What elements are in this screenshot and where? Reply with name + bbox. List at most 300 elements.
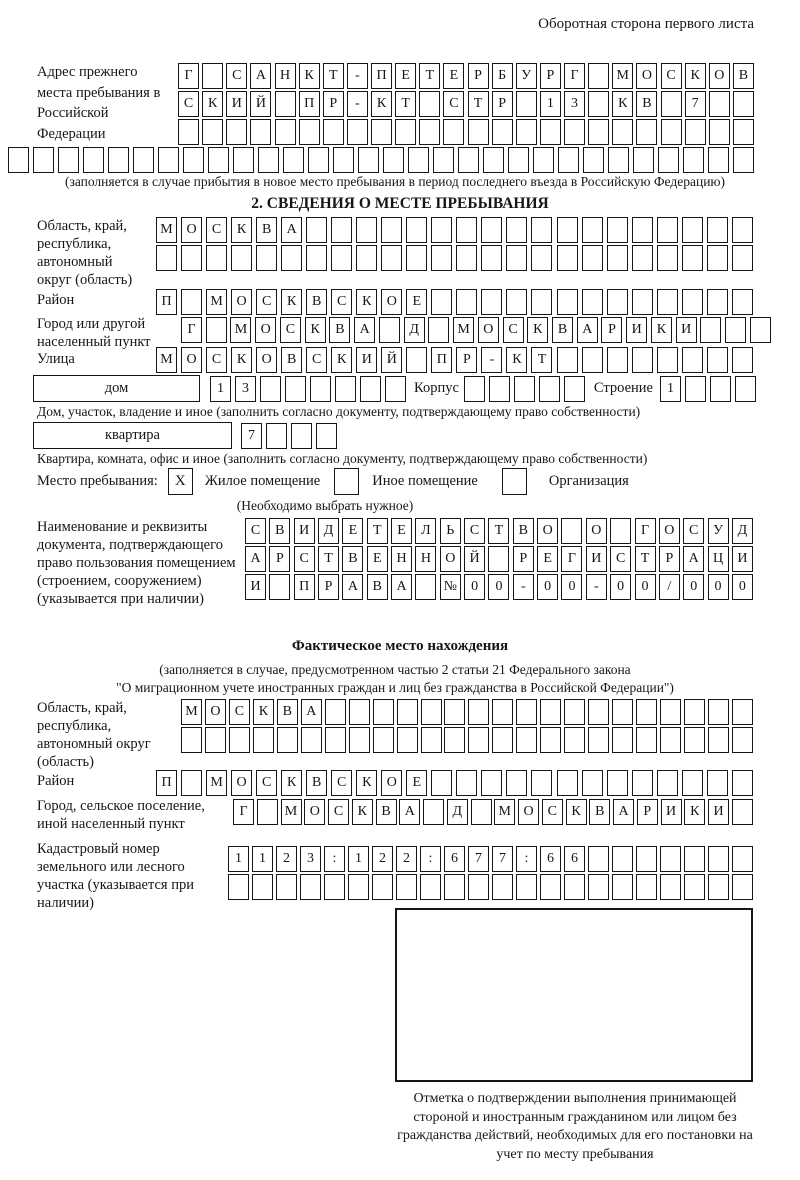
- char-box[interactable]: [588, 727, 609, 753]
- char-box[interactable]: [733, 147, 754, 173]
- char-box[interactable]: [682, 347, 703, 373]
- s2-ulitsa-row[interactable]: [156, 347, 753, 373]
- char-box[interactable]: [732, 874, 753, 900]
- char-box[interactable]: Г: [181, 317, 202, 343]
- char-box[interactable]: Д: [732, 518, 753, 544]
- char-box[interactable]: Е: [406, 289, 427, 315]
- char-box[interactable]: С: [683, 518, 704, 544]
- char-box[interactable]: А: [250, 63, 271, 89]
- char-box[interactable]: В: [376, 799, 397, 825]
- char-box[interactable]: [419, 119, 440, 145]
- char-box[interactable]: [750, 317, 771, 343]
- char-box[interactable]: [349, 727, 370, 753]
- char-box[interactable]: К: [231, 217, 252, 243]
- char-box[interactable]: С: [294, 546, 315, 572]
- char-box[interactable]: [582, 245, 603, 271]
- char-box[interactable]: [381, 217, 402, 243]
- char-box[interactable]: 7: [492, 846, 513, 872]
- char-box[interactable]: 1: [540, 91, 561, 117]
- char-box[interactable]: [181, 770, 202, 796]
- char-box[interactable]: И: [294, 518, 315, 544]
- char-box[interactable]: [481, 217, 502, 243]
- char-box[interactable]: В: [269, 518, 290, 544]
- char-box[interactable]: [725, 317, 746, 343]
- char-box[interactable]: [383, 147, 404, 173]
- char-box[interactable]: 0: [464, 574, 485, 600]
- prev-address-row-1[interactable]: [178, 63, 754, 89]
- char-box[interactable]: [406, 347, 427, 373]
- char-box[interactable]: Р: [540, 63, 561, 89]
- char-box[interactable]: О: [181, 347, 202, 373]
- char-box[interactable]: К: [684, 799, 705, 825]
- char-box[interactable]: [206, 245, 227, 271]
- char-box[interactable]: К: [299, 63, 320, 89]
- char-box[interactable]: Й: [464, 546, 485, 572]
- char-box[interactable]: [588, 91, 609, 117]
- char-box[interactable]: [325, 699, 346, 725]
- char-box[interactable]: [275, 91, 296, 117]
- char-box[interactable]: О: [304, 799, 325, 825]
- char-box[interactable]: [607, 770, 628, 796]
- char-box[interactable]: Д: [447, 799, 468, 825]
- char-box[interactable]: Т: [531, 347, 552, 373]
- char-box[interactable]: Й: [381, 347, 402, 373]
- char-box[interactable]: Е: [391, 518, 412, 544]
- char-box[interactable]: 0: [610, 574, 631, 600]
- char-box[interactable]: [557, 347, 578, 373]
- char-box[interactable]: [406, 217, 427, 243]
- char-box[interactable]: [540, 119, 561, 145]
- char-box[interactable]: О: [537, 518, 558, 544]
- char-box[interactable]: С: [503, 317, 524, 343]
- char-box[interactable]: [660, 727, 681, 753]
- char-box[interactable]: О: [256, 347, 277, 373]
- char-box[interactable]: Р: [323, 91, 344, 117]
- char-box[interactable]: 0: [635, 574, 656, 600]
- char-box[interactable]: Д: [318, 518, 339, 544]
- char-box[interactable]: [657, 347, 678, 373]
- char-box[interactable]: 2: [372, 846, 393, 872]
- char-box[interactable]: [732, 727, 753, 753]
- char-box[interactable]: Д: [404, 317, 425, 343]
- char-box[interactable]: [308, 147, 329, 173]
- char-box[interactable]: О: [381, 770, 402, 796]
- char-box[interactable]: [732, 770, 753, 796]
- char-box[interactable]: В: [589, 799, 610, 825]
- prev-address-row-2[interactable]: [178, 91, 754, 117]
- char-box[interactable]: [685, 119, 706, 145]
- char-box[interactable]: 6: [540, 846, 561, 872]
- char-box[interactable]: [682, 770, 703, 796]
- char-box[interactable]: Ц: [708, 546, 729, 572]
- char-box[interactable]: -: [481, 347, 502, 373]
- char-box[interactable]: [178, 119, 199, 145]
- char-box[interactable]: [423, 799, 444, 825]
- stroenie-row[interactable]: [660, 376, 756, 402]
- char-box[interactable]: [231, 245, 252, 271]
- char-box[interactable]: О: [231, 289, 252, 315]
- char-box[interactable]: [531, 217, 552, 243]
- char-box[interactable]: [612, 874, 633, 900]
- char-box[interactable]: [83, 147, 104, 173]
- char-box[interactable]: [158, 147, 179, 173]
- char-box[interactable]: [277, 727, 298, 753]
- char-box[interactable]: [464, 376, 485, 402]
- char-box[interactable]: [356, 217, 377, 243]
- char-box[interactable]: Т: [318, 546, 339, 572]
- char-box[interactable]: И: [732, 546, 753, 572]
- char-box[interactable]: [373, 699, 394, 725]
- char-box[interactable]: [331, 245, 352, 271]
- char-box[interactable]: И: [708, 799, 729, 825]
- char-box[interactable]: [506, 245, 527, 271]
- char-box[interactable]: [516, 727, 537, 753]
- char-box[interactable]: [506, 217, 527, 243]
- char-box[interactable]: [632, 347, 653, 373]
- char-box[interactable]: /: [659, 574, 680, 600]
- char-box[interactable]: -: [347, 91, 368, 117]
- char-box[interactable]: [516, 874, 537, 900]
- s2-gorod-row[interactable]: [181, 317, 771, 343]
- char-box[interactable]: [557, 245, 578, 271]
- char-box[interactable]: [608, 147, 629, 173]
- char-box[interactable]: О: [586, 518, 607, 544]
- char-box[interactable]: [709, 119, 730, 145]
- char-box[interactable]: [456, 217, 477, 243]
- char-box[interactable]: [561, 518, 582, 544]
- char-box[interactable]: О: [709, 63, 730, 89]
- char-box[interactable]: [406, 245, 427, 271]
- char-box[interactable]: [33, 147, 54, 173]
- char-box[interactable]: [415, 574, 436, 600]
- char-box[interactable]: [356, 245, 377, 271]
- char-box[interactable]: [540, 874, 561, 900]
- char-box[interactable]: [684, 699, 705, 725]
- char-box[interactable]: С: [661, 63, 682, 89]
- char-box[interactable]: И: [226, 91, 247, 117]
- char-box[interactable]: [256, 245, 277, 271]
- char-box[interactable]: [468, 699, 489, 725]
- char-box[interactable]: [531, 289, 552, 315]
- char-box[interactable]: [310, 376, 331, 402]
- char-box[interactable]: В: [342, 546, 363, 572]
- char-box[interactable]: [379, 317, 400, 343]
- char-box[interactable]: 0: [488, 574, 509, 600]
- char-box[interactable]: [657, 217, 678, 243]
- char-box[interactable]: [360, 376, 381, 402]
- s2-raion-row[interactable]: [156, 289, 753, 315]
- char-box[interactable]: [481, 770, 502, 796]
- char-box[interactable]: Р: [637, 799, 658, 825]
- char-box[interactable]: [488, 546, 509, 572]
- char-box[interactable]: В: [636, 91, 657, 117]
- char-box[interactable]: 2: [276, 846, 297, 872]
- char-box[interactable]: [323, 119, 344, 145]
- char-box[interactable]: [300, 874, 321, 900]
- char-box[interactable]: [588, 119, 609, 145]
- char-box[interactable]: [347, 119, 368, 145]
- char-box[interactable]: [710, 376, 731, 402]
- char-box[interactable]: [636, 727, 657, 753]
- char-box[interactable]: Т: [367, 518, 388, 544]
- char-box[interactable]: А: [683, 546, 704, 572]
- char-box[interactable]: Л: [415, 518, 436, 544]
- char-box[interactable]: -: [586, 574, 607, 600]
- char-box[interactable]: [468, 874, 489, 900]
- char-box[interactable]: 1: [252, 846, 273, 872]
- char-box[interactable]: О: [381, 289, 402, 315]
- char-box[interactable]: [636, 846, 657, 872]
- char-box[interactable]: [506, 289, 527, 315]
- char-box[interactable]: 0: [561, 574, 582, 600]
- char-box[interactable]: Ь: [440, 518, 461, 544]
- char-box[interactable]: [735, 376, 756, 402]
- residence-checkbox-org[interactable]: [502, 468, 527, 495]
- char-box[interactable]: [281, 245, 302, 271]
- char-box[interactable]: [431, 289, 452, 315]
- char-box[interactable]: [733, 119, 754, 145]
- char-box[interactable]: [582, 347, 603, 373]
- char-box[interactable]: [395, 119, 416, 145]
- char-box[interactable]: Т: [419, 63, 440, 89]
- char-box[interactable]: [540, 699, 561, 725]
- char-box[interactable]: О: [205, 699, 226, 725]
- char-box[interactable]: [202, 119, 223, 145]
- char-box[interactable]: [481, 289, 502, 315]
- char-box[interactable]: [682, 245, 703, 271]
- char-box[interactable]: В: [277, 699, 298, 725]
- char-box[interactable]: Н: [275, 63, 296, 89]
- char-box[interactable]: Т: [323, 63, 344, 89]
- char-box[interactable]: [709, 91, 730, 117]
- char-box[interactable]: [397, 727, 418, 753]
- char-box[interactable]: О: [636, 63, 657, 89]
- prev-address-row-3[interactable]: [178, 119, 754, 145]
- char-box[interactable]: [133, 147, 154, 173]
- char-box[interactable]: [533, 147, 554, 173]
- char-box[interactable]: Н: [415, 546, 436, 572]
- doc-row-2[interactable]: [245, 546, 753, 572]
- char-box[interactable]: [732, 799, 753, 825]
- char-box[interactable]: И: [676, 317, 697, 343]
- char-box[interactable]: [557, 289, 578, 315]
- char-box[interactable]: [458, 147, 479, 173]
- char-box[interactable]: [58, 147, 79, 173]
- char-box[interactable]: В: [513, 518, 534, 544]
- char-box[interactable]: Й: [250, 91, 271, 117]
- char-box[interactable]: [708, 147, 729, 173]
- char-box[interactable]: [564, 699, 585, 725]
- char-box[interactable]: Т: [395, 91, 416, 117]
- char-box[interactable]: [588, 699, 609, 725]
- char-box[interactable]: Е: [367, 546, 388, 572]
- char-box[interactable]: Б: [492, 63, 513, 89]
- char-box[interactable]: К: [612, 91, 633, 117]
- char-box[interactable]: М: [230, 317, 251, 343]
- char-box[interactable]: [708, 699, 729, 725]
- residence-checkbox-zhiloe[interactable]: X: [168, 468, 193, 495]
- char-box[interactable]: [444, 874, 465, 900]
- char-box[interactable]: [299, 119, 320, 145]
- char-box[interactable]: [444, 699, 465, 725]
- char-box[interactable]: [612, 699, 633, 725]
- char-box[interactable]: [456, 289, 477, 315]
- char-box[interactable]: [582, 217, 603, 243]
- char-box[interactable]: [636, 119, 657, 145]
- char-box[interactable]: [732, 347, 753, 373]
- char-box[interactable]: 2: [396, 846, 417, 872]
- char-box[interactable]: Е: [443, 63, 464, 89]
- char-box[interactable]: С: [542, 799, 563, 825]
- char-box[interactable]: [607, 347, 628, 373]
- char-box[interactable]: [682, 217, 703, 243]
- char-box[interactable]: [564, 874, 585, 900]
- char-box[interactable]: С: [178, 91, 199, 117]
- char-box[interactable]: [371, 119, 392, 145]
- char-box[interactable]: [732, 699, 753, 725]
- char-box[interactable]: [257, 799, 278, 825]
- char-box[interactable]: [471, 799, 492, 825]
- char-box[interactable]: О: [255, 317, 276, 343]
- residence-checkbox-inoe[interactable]: [334, 468, 359, 495]
- char-box[interactable]: [285, 376, 306, 402]
- char-box[interactable]: В: [733, 63, 754, 89]
- char-box[interactable]: М: [281, 799, 302, 825]
- char-box[interactable]: Е: [537, 546, 558, 572]
- char-box[interactable]: В: [256, 217, 277, 243]
- fact-raion-row[interactable]: [156, 770, 753, 796]
- char-box[interactable]: А: [391, 574, 412, 600]
- char-box[interactable]: [539, 376, 560, 402]
- char-box[interactable]: 0: [708, 574, 729, 600]
- char-box[interactable]: А: [399, 799, 420, 825]
- char-box[interactable]: [632, 770, 653, 796]
- char-box[interactable]: [456, 245, 477, 271]
- char-box[interactable]: [707, 245, 728, 271]
- char-box[interactable]: [660, 846, 681, 872]
- char-box[interactable]: 6: [444, 846, 465, 872]
- char-box[interactable]: Г: [233, 799, 254, 825]
- char-box[interactable]: [558, 147, 579, 173]
- char-box[interactable]: [564, 119, 585, 145]
- char-box[interactable]: [419, 91, 440, 117]
- char-box[interactable]: С: [206, 347, 227, 373]
- char-box[interactable]: [612, 727, 633, 753]
- char-box[interactable]: [181, 289, 202, 315]
- char-box[interactable]: [253, 727, 274, 753]
- char-box[interactable]: С: [328, 799, 349, 825]
- char-box[interactable]: [657, 289, 678, 315]
- char-box[interactable]: М: [181, 699, 202, 725]
- char-box[interactable]: [492, 727, 513, 753]
- char-box[interactable]: К: [506, 347, 527, 373]
- char-box[interactable]: 3: [300, 846, 321, 872]
- char-box[interactable]: [658, 147, 679, 173]
- char-box[interactable]: П: [371, 63, 392, 89]
- char-box[interactable]: К: [305, 317, 326, 343]
- char-box[interactable]: И: [661, 799, 682, 825]
- char-box[interactable]: [229, 727, 250, 753]
- char-box[interactable]: М: [156, 217, 177, 243]
- char-box[interactable]: [660, 874, 681, 900]
- char-box[interactable]: П: [156, 289, 177, 315]
- char-box[interactable]: [684, 874, 705, 900]
- char-box[interactable]: 0: [537, 574, 558, 600]
- char-box[interactable]: [348, 874, 369, 900]
- char-box[interactable]: [301, 727, 322, 753]
- char-box[interactable]: К: [331, 347, 352, 373]
- char-box[interactable]: Е: [342, 518, 363, 544]
- char-box[interactable]: [316, 423, 337, 449]
- char-box[interactable]: 7: [241, 423, 262, 449]
- char-box[interactable]: [8, 147, 29, 173]
- char-box[interactable]: [492, 119, 513, 145]
- char-box[interactable]: [557, 770, 578, 796]
- char-box[interactable]: П: [299, 91, 320, 117]
- char-box[interactable]: [108, 147, 129, 173]
- char-box[interactable]: 1: [660, 376, 681, 402]
- char-box[interactable]: А: [281, 217, 302, 243]
- char-box[interactable]: Т: [468, 91, 489, 117]
- char-box[interactable]: :: [324, 846, 345, 872]
- char-box[interactable]: А: [245, 546, 266, 572]
- char-box[interactable]: [205, 727, 226, 753]
- prev-address-row-4[interactable]: [8, 147, 754, 173]
- char-box[interactable]: О: [440, 546, 461, 572]
- char-box[interactable]: П: [156, 770, 177, 796]
- char-box[interactable]: [306, 217, 327, 243]
- char-box[interactable]: [661, 91, 682, 117]
- char-box[interactable]: К: [202, 91, 223, 117]
- char-box[interactable]: 3: [235, 376, 256, 402]
- char-box[interactable]: 0: [683, 574, 704, 600]
- char-box[interactable]: А: [342, 574, 363, 600]
- char-box[interactable]: [181, 727, 202, 753]
- char-box[interactable]: Н: [391, 546, 412, 572]
- char-box[interactable]: Р: [659, 546, 680, 572]
- char-box[interactable]: С: [610, 546, 631, 572]
- char-box[interactable]: Г: [635, 518, 656, 544]
- char-box[interactable]: [291, 423, 312, 449]
- char-box[interactable]: [349, 699, 370, 725]
- char-box[interactable]: [252, 874, 273, 900]
- char-box[interactable]: [492, 699, 513, 725]
- char-box[interactable]: [468, 727, 489, 753]
- char-box[interactable]: [431, 217, 452, 243]
- char-box[interactable]: [660, 699, 681, 725]
- korpus-row[interactable]: [464, 376, 585, 402]
- char-box[interactable]: [306, 245, 327, 271]
- char-box[interactable]: [443, 119, 464, 145]
- char-box[interactable]: [408, 147, 429, 173]
- char-box[interactable]: [732, 846, 753, 872]
- char-box[interactable]: [428, 317, 449, 343]
- char-box[interactable]: [588, 874, 609, 900]
- char-box[interactable]: [226, 119, 247, 145]
- char-box[interactable]: Р: [601, 317, 622, 343]
- char-box[interactable]: [708, 874, 729, 900]
- char-box[interactable]: И: [626, 317, 647, 343]
- char-box[interactable]: К: [685, 63, 706, 89]
- char-box[interactable]: [208, 147, 229, 173]
- char-box[interactable]: [607, 289, 628, 315]
- char-box[interactable]: [266, 423, 287, 449]
- char-box[interactable]: [612, 846, 633, 872]
- char-box[interactable]: [481, 245, 502, 271]
- char-box[interactable]: [516, 699, 537, 725]
- char-box[interactable]: [373, 727, 394, 753]
- char-box[interactable]: О: [478, 317, 499, 343]
